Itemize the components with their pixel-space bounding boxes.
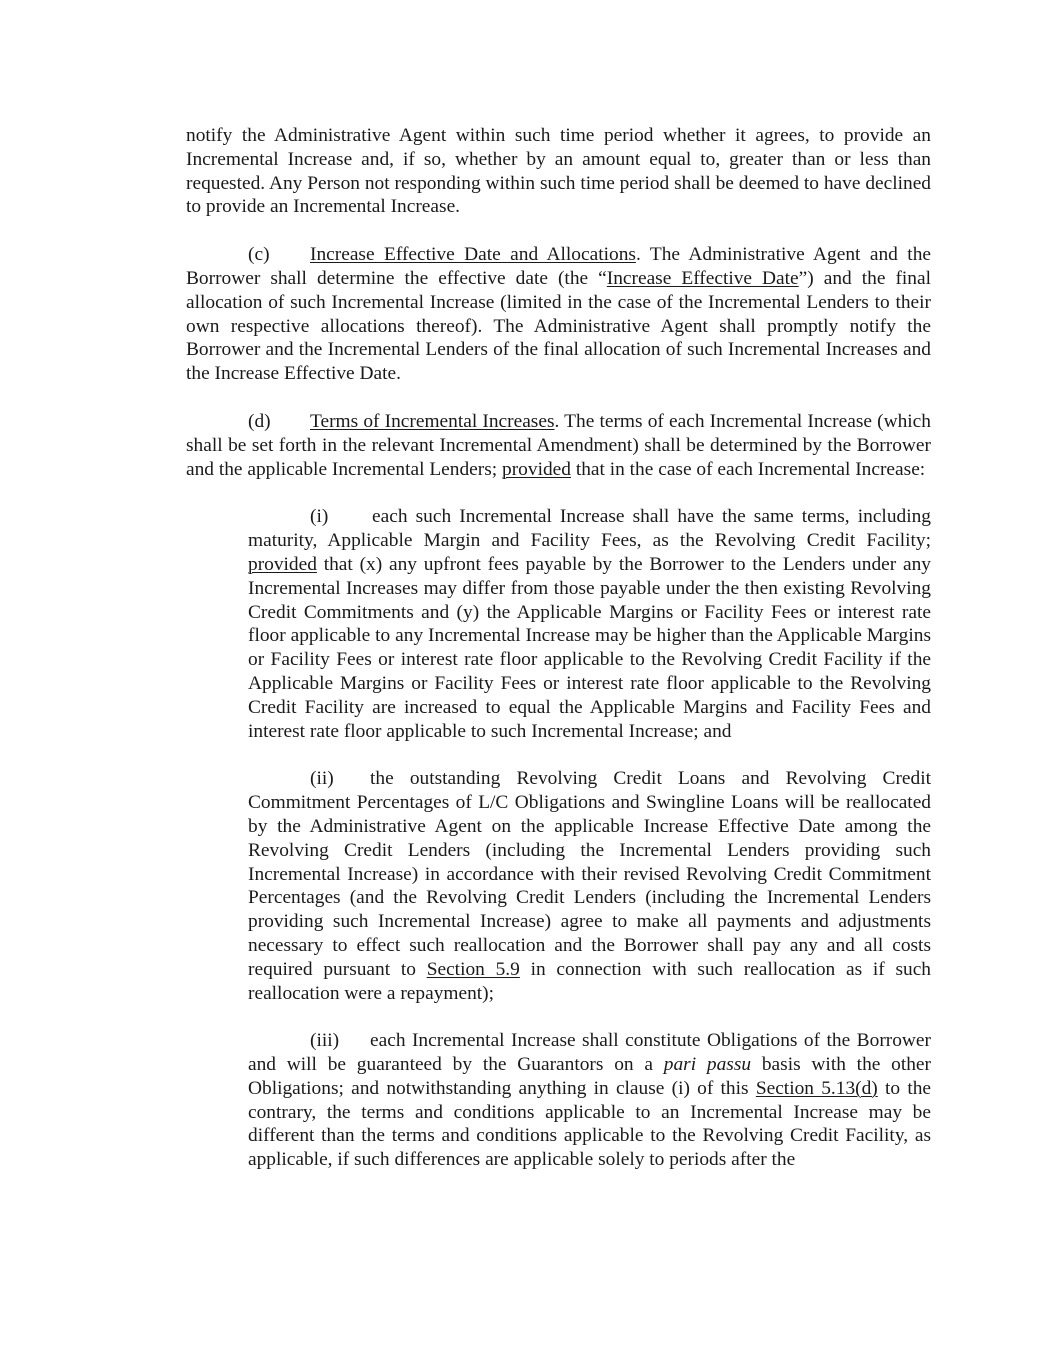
- paragraph-d: [186, 410, 931, 481]
- paragraph-c: [186, 243, 931, 386]
- paragraph-text: ”) and the final allocation of such Incremental Increase (limited in the case of the Incremental Lenders to their own respective allocations thereof). The Administrative Agent shall promptly notify the Borrower and the Incremental Lenders of the final allocation of such Incremental Increases and the Increase Effective Date.: [186, 267, 931, 385]
- defined-term: Increase Effective Date: [606, 267, 799, 289]
- paragraph-text: in connection with such reallocation as if such reallocation were a repayment);: [248, 958, 931, 1004]
- clause-label: (iii): [310, 1030, 340, 1052]
- clause-label: (ii): [310, 768, 334, 790]
- subclause-iii: [248, 1029, 931, 1172]
- document-page: [186, 124, 931, 1172]
- section-cross-reference: Section 5.9: [426, 958, 520, 980]
- clause-label: (c): [248, 244, 270, 266]
- section-cross-reference: Section 5.13(d): [755, 1077, 878, 1099]
- paragraph-text: notify the Administrative Agent within such time period whether it agrees, to provide an Incremental Increase and, if so, whether by an amount equal to, greater than or less than requested. Any Person not responding within such time period shall be deemed to have declined to provide an Incremental Increase.: [186, 125, 931, 218]
- paragraph-text: basis with the other Obligations; and notwithstanding anything in clause (i) of this: [248, 1054, 931, 1099]
- paragraph-text: the outstanding Revolving Credit Loans and Revolving Credit Commitment Percentages of L/C Obligations and Swingline Loans will be reallocated by the Administrative Agent on the applicable Increase Effective Date among the Revolving Credit Lenders (including the Incremental Lenders providing such Incremental Increase) in accordance with their revised Revolving Credit Commitment Percentages (and the Revolving Credit Lenders (including the Incremental Lenders providing such Incremental Increase) agree to make all payments and adjustments necessary to effect such reallocation and the Borrower shall pay any and all costs required pursuant to: [248, 768, 931, 980]
- proviso-term: provided: [248, 553, 317, 575]
- section-heading: Increase Effective Date and Allocations: [310, 244, 636, 266]
- paragraph-text: . The Administrative Agent and the Borrower shall determine the effective date (the “: [186, 244, 931, 289]
- proviso-term: provided: [502, 458, 571, 480]
- paragraph-text: that (x) any upfront fees payable by the Borrower to the Lenders under any Incremental Increases may differ from those payable under the then existing Revolving Credit Commitments and (y) the Applicable Margins or Facility Fees or interest rate floor applicable to any Incremental Increase may be higher than the Applicable Margins or Facility Fees or interest rate floor applicable to the Revolving Credit Facility if the Applicable Margins or Facility Fees or interest rate floor applicable to the Revolving Credit Facility are increased to equal the Applicable Margins and Facility Fees and interest rate floor applicable to such Incremental Increase; and: [248, 553, 931, 742]
- paragraph-text: to the contrary, the terms and conditions applicable to an Incremental Increase may be different than the terms and conditions applicable to the Revolving Credit Facility, as applicable, if such differences are applicable solely to periods after the: [248, 1077, 932, 1171]
- section-heading: Terms of Incremental Increases: [310, 410, 555, 432]
- subclause-ii: [248, 767, 931, 1005]
- paragraph-text: . The terms of each Incremental Increase (which shall be set forth in the relevant Incremental Amendment) shall be determined by the Borrower and the applicable Incremental Lenders;: [186, 410, 931, 480]
- italic-term: pari passu: [663, 1054, 752, 1076]
- paragraph-intro: [186, 124, 931, 219]
- clause-label: (d): [248, 410, 271, 432]
- clause-label: (i): [310, 506, 329, 528]
- paragraph-text: each such Incremental Increase shall have the same terms, including maturity, Applicable Margin and Facility Fees, as the Revolving Credit Facility;: [248, 506, 931, 552]
- subclause-i: [248, 505, 931, 743]
- paragraph-text: that in the case of each Incremental Increase:: [570, 458, 926, 480]
- paragraph-text: each Incremental Increase shall constitute Obligations of the Borrower and will be guaranteed by the Guarantors on a: [248, 1030, 931, 1076]
